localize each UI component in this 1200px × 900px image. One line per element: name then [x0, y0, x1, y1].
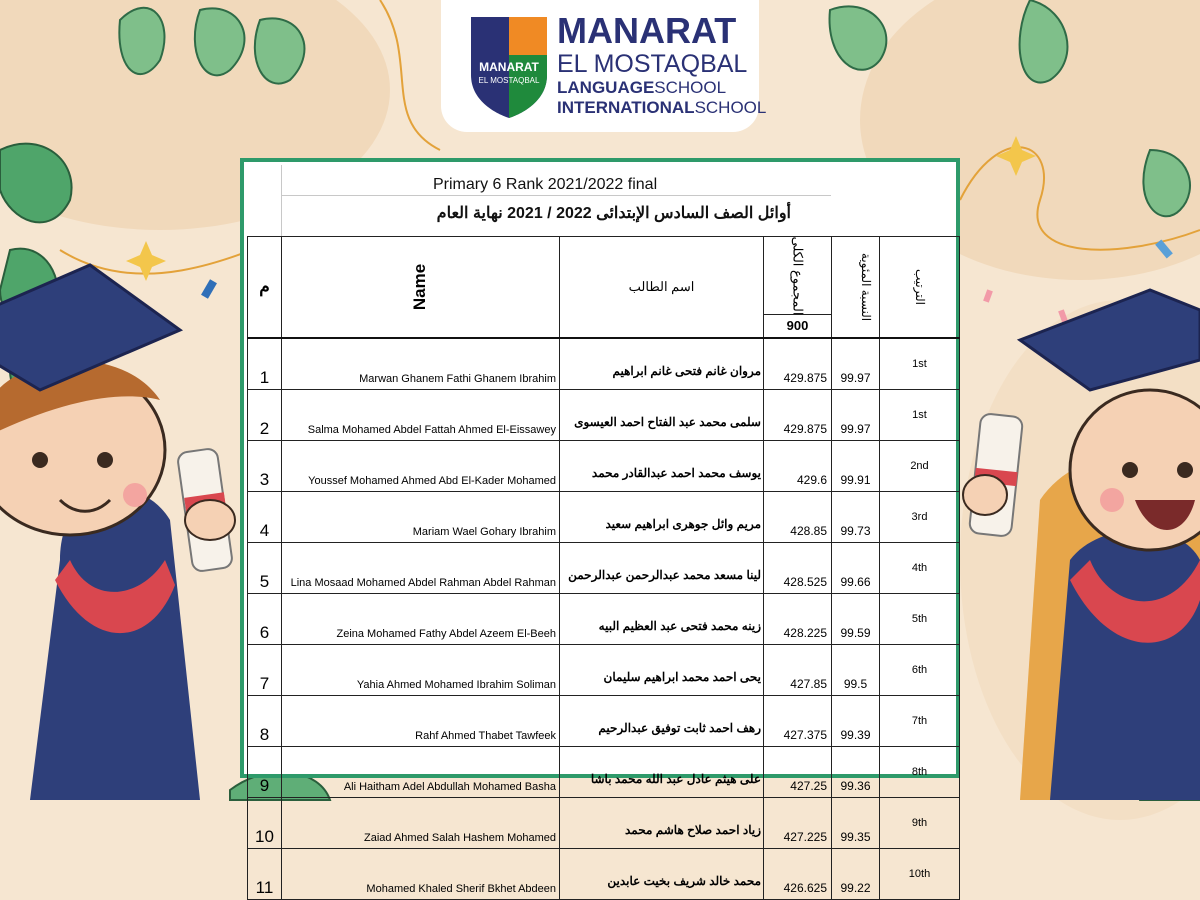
- cell-name-ar: لينا مسعد محمد عبدالرحمن عبدالرحمن: [560, 543, 764, 594]
- cell-number: 10: [248, 798, 282, 849]
- cell-name-ar: مريم وائل جوهرى ابراهيم سعيد: [560, 492, 764, 543]
- brand-line-3: [557, 78, 757, 98]
- cell-number: 3: [248, 441, 282, 492]
- table-row: [248, 338, 960, 390]
- table-row: [248, 594, 960, 645]
- cell-percent: 99.5: [832, 645, 880, 696]
- cell-name-ar: يحى احمد محمد ابراهيم سليمان: [560, 645, 764, 696]
- cell-number: 7: [248, 645, 282, 696]
- cell-number: 11: [248, 849, 282, 900]
- cell-rank: 8th: [880, 747, 960, 798]
- cell-name-en: Lina Mosaad Mohamed Abdel Rahman Abdel Rahman: [282, 543, 560, 594]
- cell-number: 9: [248, 747, 282, 798]
- cell-name-ar: زينه محمد فتحى عبد العظيم البيه: [560, 594, 764, 645]
- header-total: [764, 237, 832, 339]
- table-row: [248, 747, 960, 798]
- cell-number: 6: [248, 594, 282, 645]
- shield-text-bottom: EL MOSTAQBAL: [478, 76, 540, 85]
- cell-percent: 99.97: [832, 390, 880, 441]
- document-title-arabic: أوائل الصف السادس الإبتدائى 2022 / 2021 نهاية العام: [436, 205, 791, 222]
- header-percent-label: النسبة المئوية: [859, 252, 874, 322]
- brand-line-4: [557, 98, 767, 118]
- header-total-max: 900: [764, 314, 831, 337]
- cell-number: 2: [248, 390, 282, 441]
- header-name-ar: اسم الطالب: [560, 237, 764, 339]
- brand-line-3-rest: SCHOOL: [654, 78, 727, 97]
- table-row: [248, 798, 960, 849]
- cell-total: 426.625: [764, 849, 832, 900]
- leaf-cluster-top-left: [119, 8, 304, 84]
- cell-number: 5: [248, 543, 282, 594]
- cell-percent: 99.91: [832, 441, 880, 492]
- cell-percent: 99.36: [832, 747, 880, 798]
- cell-total: 427.85: [764, 645, 832, 696]
- table-row: [248, 543, 960, 594]
- cell-rank: 5th: [880, 594, 960, 645]
- table-row: [248, 696, 960, 747]
- brand-line-2: EL MOSTAQBAL: [557, 50, 748, 78]
- table-row: [248, 645, 960, 696]
- cell-total: 428.525: [764, 543, 832, 594]
- cell-name-en: Salma Mohamed Abdel Fattah Ahmed El-Eissawey: [282, 390, 560, 441]
- cell-total: 429.6: [764, 441, 832, 492]
- table-row: [248, 441, 960, 492]
- cell-name-en: Ali Haitham Adel Abdullah Mohamed Basha: [282, 747, 560, 798]
- cell-name-en: Marwan Ghanem Fathi Ghanem Ibrahim: [282, 338, 560, 390]
- table-row: [248, 390, 960, 441]
- cell-total: 427.25: [764, 747, 832, 798]
- cell-name-en: Mariam Wael Gohary Ibrahim: [282, 492, 560, 543]
- cell-rank: 3rd: [880, 492, 960, 543]
- cell-total: 429.875: [764, 390, 832, 441]
- school-logo-card: [441, 0, 767, 132]
- cell-rank: 6th: [880, 645, 960, 696]
- cell-name-ar: محمد خالد شريف بخيت عابدين: [560, 849, 764, 900]
- brand-line-4-bold: INTERNATIONAL: [557, 98, 695, 117]
- header-name-en: [282, 237, 560, 339]
- cell-total: 428.225: [764, 594, 832, 645]
- brand-line-1: MANARAT: [557, 10, 737, 51]
- decorative-string: [380, 0, 440, 150]
- cell-name-ar: رهف احمد ثابت توفيق عبدالرحيم: [560, 696, 764, 747]
- document-title-english: Primary 6 Rank 2021/2022 final: [433, 176, 658, 193]
- rank-table: [247, 236, 960, 900]
- cell-name-ar: سلمى محمد عبد الفتاح احمد العيسوى: [560, 390, 764, 441]
- cell-number: 8: [248, 696, 282, 747]
- cell-total: 429.875: [764, 338, 832, 390]
- table-header-row: [248, 237, 960, 339]
- cell-total: 427.375: [764, 696, 832, 747]
- header-rank-label: الترتيب: [912, 269, 927, 305]
- cell-rank: 1st: [880, 338, 960, 390]
- table-row: [248, 492, 960, 543]
- brand-line-3-bold: LANGUAGE: [557, 78, 655, 97]
- cell-percent: 99.22: [832, 849, 880, 900]
- header-percent: [832, 237, 880, 339]
- ranking-document: [240, 158, 960, 897]
- header-number: م: [248, 237, 282, 339]
- brand-line-4-rest: SCHOOL: [694, 98, 767, 117]
- cell-rank: 10th: [880, 849, 960, 900]
- cell-rank: 7th: [880, 696, 960, 747]
- cell-name-en: Youssef Mohamed Ahmed Abd El-Kader Mohamed: [282, 441, 560, 492]
- cell-percent: 99.59: [832, 594, 880, 645]
- cell-name-en: Yahia Ahmed Mohamed Ibrahim Soliman: [282, 645, 560, 696]
- cell-name-en: Zaiad Ahmed Salah Hashem Mohamed: [282, 798, 560, 849]
- header-rank: [880, 237, 960, 339]
- school-name: [557, 10, 767, 118]
- cell-percent: 99.73: [832, 492, 880, 543]
- header-total-label: المجموع الكلى: [790, 236, 806, 316]
- cell-total: 427.225: [764, 798, 832, 849]
- cell-rank: 4th: [880, 543, 960, 594]
- cell-rank: 9th: [880, 798, 960, 849]
- cell-name-en: Rahf Ahmed Thabet Tawfeek: [282, 696, 560, 747]
- cell-number: 4: [248, 492, 282, 543]
- cell-name-ar: زياد احمد صلاح هاشم محمد: [560, 798, 764, 849]
- shield-text-top: MANARAT: [479, 60, 539, 74]
- cell-rank: 1st: [880, 390, 960, 441]
- cell-name-en: Zeina Mohamed Fathy Abdel Azeem El-Beeh: [282, 594, 560, 645]
- header-name-en-label: Name: [410, 263, 430, 311]
- cell-number: 1: [248, 338, 282, 390]
- cell-percent: 99.66: [832, 543, 880, 594]
- school-shield-logo: [469, 15, 549, 119]
- cell-name-ar: يوسف محمد احمد عبدالقادر محمد: [560, 441, 764, 492]
- cell-rank: 2nd: [880, 441, 960, 492]
- cell-name-ar: مروان غانم فتحى غانم ابراهيم: [560, 338, 764, 390]
- cell-name-ar: على هيثم عادل عبد الله محمد باشا: [560, 747, 764, 798]
- cell-percent: 99.97: [832, 338, 880, 390]
- cell-percent: 99.39: [832, 696, 880, 747]
- cell-total: 428.85: [764, 492, 832, 543]
- cell-percent: 99.35: [832, 798, 880, 849]
- graduate-boy-illustration: [0, 265, 235, 800]
- table-row: [248, 849, 960, 900]
- cell-name-en: Mohamed Khaled Sherif Bkhet Abdeen: [282, 849, 560, 900]
